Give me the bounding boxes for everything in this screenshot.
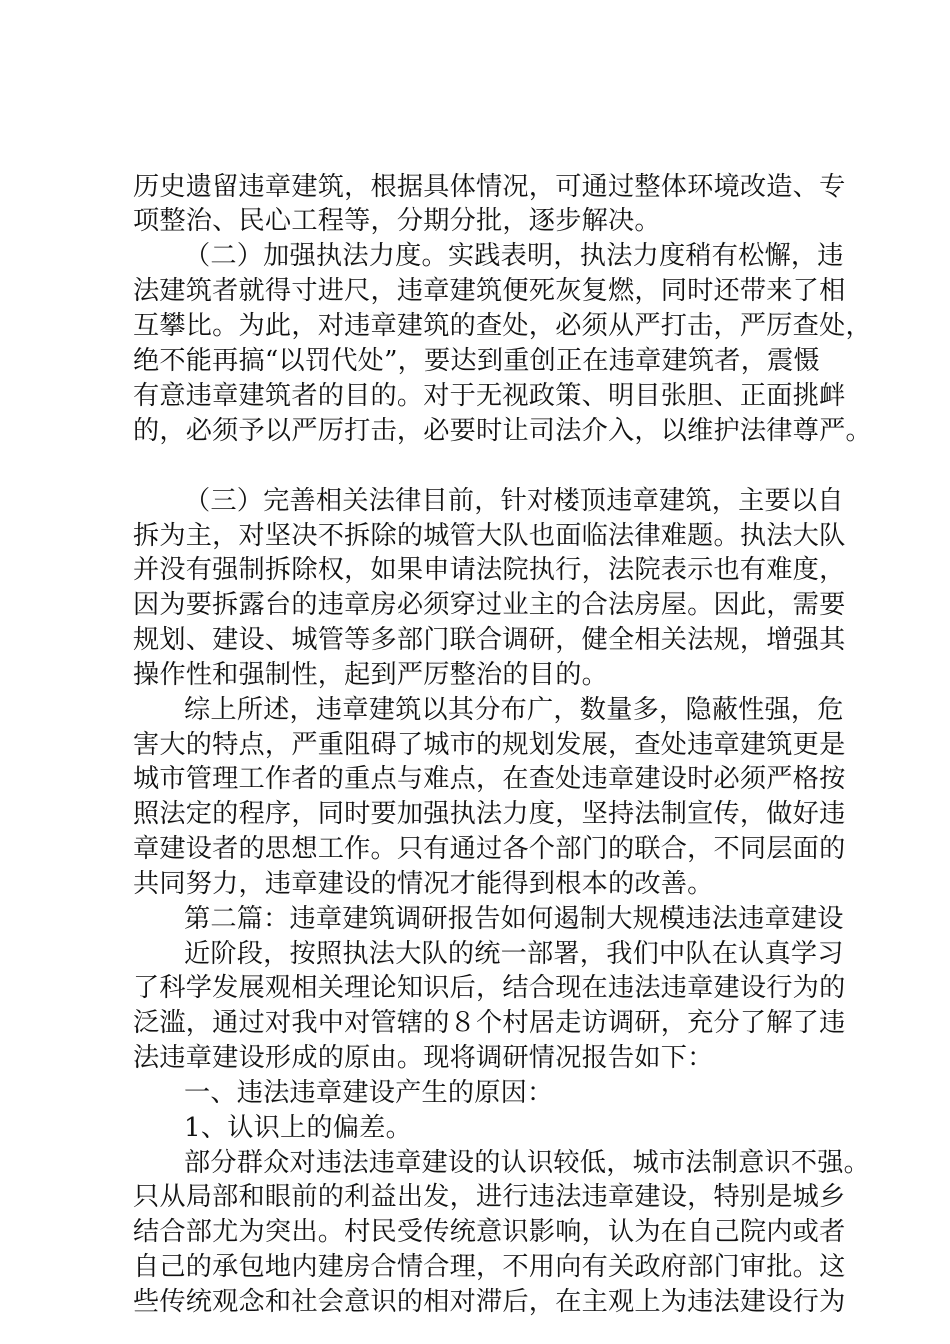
text-line: 些传统观念和社会意识的相对滞后，在主观上为违法建设行为 xyxy=(133,1287,846,1317)
text-line: 部分群众对违法违章建设的认识较低，城市法制意识不强。 xyxy=(184,1148,871,1178)
text-line: 只从局部和眼前的利益出发，进行违法违章建设，特别是城乡 xyxy=(133,1182,846,1212)
section-heading: 第二篇：违章建筑调研报告如何遏制大规模违法违章建设 xyxy=(184,904,844,934)
text-line: （三）完善相关法律目前，针对楼顶违章建筑，主要以自 xyxy=(184,486,844,516)
text-line: （二）加强执法力度。实践表明，执法力度稍有松懈，违 xyxy=(184,241,844,271)
text-line: 规划、建设、城管等多部门联合调研，健全相关法规，增强其 xyxy=(133,625,846,655)
text-line: 互攀比。为此，对违章建筑的查处，必须从严打击，严厉查处， xyxy=(133,311,872,341)
text-line: 法违章建设形成的原由。现将调研情况报告如下： xyxy=(133,1043,714,1073)
subheading: 一、违法违章建设产生的原因： xyxy=(184,1078,554,1108)
text-line: 近阶段，按照执法大队的统一部署，我们中队在认真学习 xyxy=(184,939,844,969)
text-line: 共同努力，违章建设的情况才能得到根本的改善。 xyxy=(133,869,714,899)
text-line: 结合部尤为突出。村民受传统意识影响，认为在自己院内或者 xyxy=(133,1217,846,1247)
text-line: 拆为主，对坚决不拆除的城管大队也面临法律难题。执法大队 xyxy=(133,521,846,551)
subheading: 1、认识上的偏差。 xyxy=(184,1113,412,1143)
text-line: 有意违章建筑者的目的。对于无视政策、明目张胆、正面挑衅 xyxy=(133,381,846,411)
text-line: 综上所述，违章建筑以其分布广，数量多，隐蔽性强，危 xyxy=(184,695,844,725)
text-line: 的，必须予以严厉打击，必要时让司法介入，以维护法律尊严。 xyxy=(133,416,872,446)
text-line: 绝不能再搞“以罚代处”，要达到重创正在违章建筑者，震慑 xyxy=(133,346,820,376)
text-line: 照法定的程序，同时要加强执法力度，坚持法制宣传，做好违 xyxy=(133,799,846,829)
text-line: 泛滥，通过对我中对管辖的８个村居走访调研，充分了解了违 xyxy=(133,1008,846,1038)
text-line: 了科学发展观相关理论知识后，结合现在违法违章建设行为的 xyxy=(133,973,846,1003)
text-line: 害大的特点，严重阻碍了城市的规划发展，查处违章建筑更是 xyxy=(133,730,846,760)
text-line: 章建设者的思想工作。只有通过各个部门的联合，不同层面的 xyxy=(133,834,846,864)
text-line: 并没有强制拆除权，如果申请法院执行，法院表示也有难度， xyxy=(133,555,846,585)
text-line: 自己的承包地内建房合情合理，不用向有关政府部门审批。这 xyxy=(133,1252,846,1282)
text-line: 城市管理工作者的重点与难点，在查处违章建设时必须严格按 xyxy=(133,764,846,794)
text-line: 项整治、民心工程等，分期分批，逐步解决。 xyxy=(133,206,661,236)
text-line: 因为要拆露台的违章房必须穿过业主的合法房屋。因此，需要 xyxy=(133,590,846,620)
text-line: 法建筑者就得寸进尺，违章建筑便死灰复燃，同时还带来了相 xyxy=(133,276,846,306)
text-line: 操作性和强制性，起到严厉整治的目的。 xyxy=(133,660,608,690)
text-line: 历史遗留违章建筑，根据具体情况，可通过整体环境改造、专 xyxy=(133,172,846,202)
